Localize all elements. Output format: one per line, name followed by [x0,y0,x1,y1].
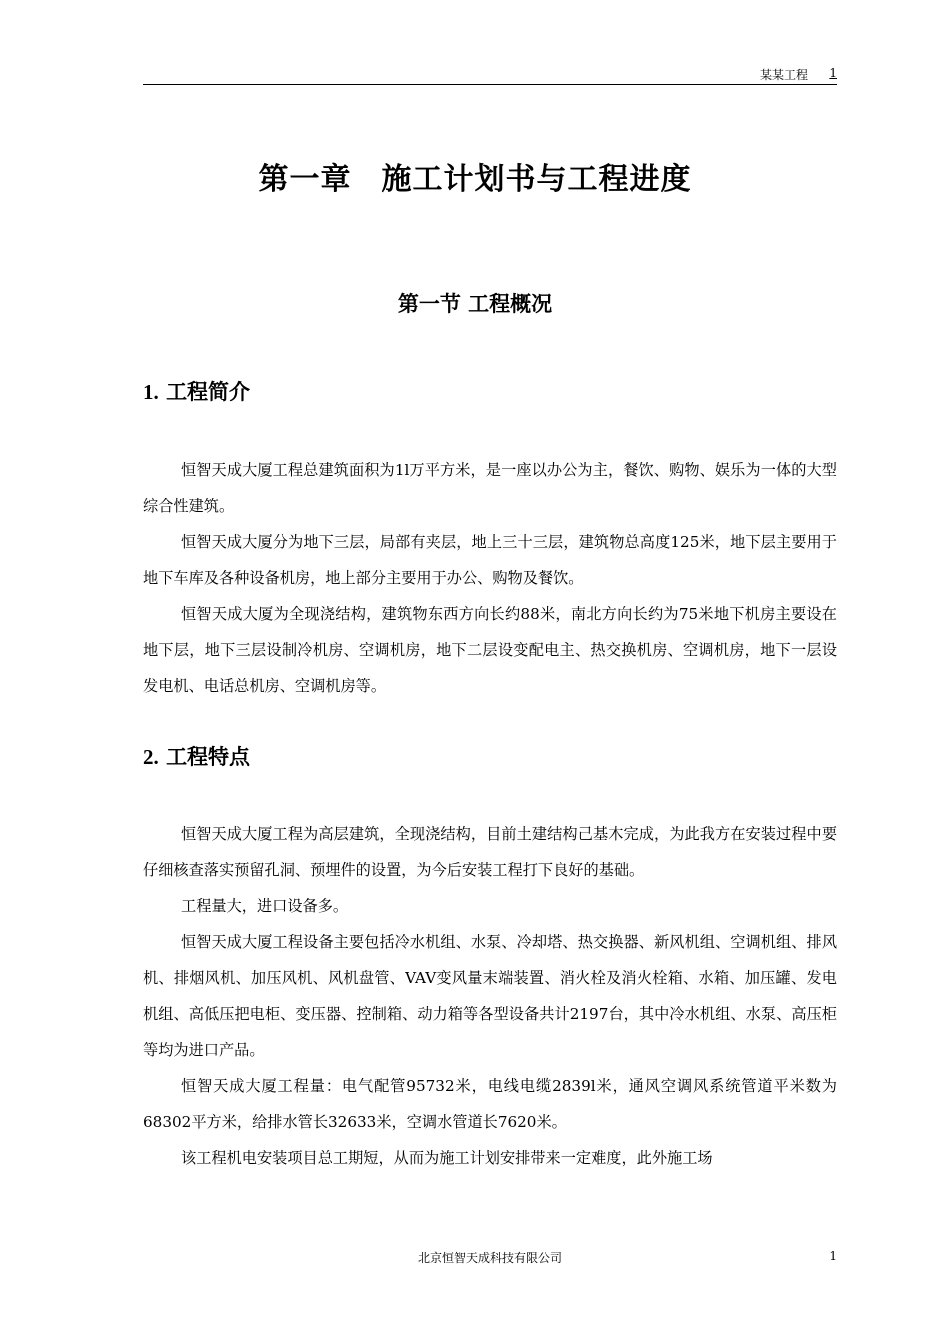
footer-company: 北京恒智天成科技有限公司 [417,1251,562,1265]
paragraph: 恒智天成大厦为全现浇结构，建筑物东西方向长约88米，南北方向长约为75米地下机房主要设在地下层，地下三层设制冷机房、空调机房，地下二层设变配电主、热交换机房、空调机房，地下一层设发电机、电话总机房、空调机房等。 [143,605,837,695]
paragraph: 工程量大，进口设备多。 [181,897,349,915]
paragraph: 恒智天成大厦工程为高层建筑，全现浇结构，目前土建结构己基木完成，为此我方在安装过程中要仔细核查落实预留孔洞、预埋件的设置，为今后安装工程打下良好的基础。 [143,825,837,879]
subsection-title: 工程简介 [166,380,251,404]
paragraph: 该工程机电安装项目总工期短，从而为施工计划安排带来一定难度，此外施工场 [181,1149,713,1167]
overview-body [143,452,837,704]
chapter-label: 第一章 [258,162,352,197]
section-title: 第一节 工程概况 [397,292,553,316]
subsection-title: 工程特点 [166,745,251,769]
footer-page-number: 1 [829,1249,837,1263]
paragraph: 恒智天成大厦分为地下三层，局部有夹层，地上三十三层，建筑物总高度125米，地下层主要用于地下车库及各种设备机房，地上部分主要用于办公、购物及餐饮。 [143,533,837,587]
paragraph: 恒智天成大厦工程量：电气配管95732米，电线电缆2839l米，通风空调风系统管道平米数为68302平方米，给排水管长32633米，空调水管道长7620米。 [143,1077,837,1131]
features-body [143,816,837,1176]
paragraph: 恒智天成大厦工程设备主要包括冷水机组、水泵、冷却塔、热交换器、新风机组、空调机组、排风机、排烟风机、加压风机、风机盘管、VAV变风量末端装置、消火栓及消火栓箱、水箱、加压罐、发电机组、高低压把电柜、变压器、控制箱、动力箱等各型设备共计2197台，其中冷水机组、水泵、高压柜等均为进口产品。 [143,933,837,1059]
chapter-title [0,154,950,198]
subsection-number: 2. [143,745,159,769]
subsection-heading-features [143,741,250,771]
chapter-title-text: 施工计划书与工程进度 [381,162,692,197]
header-page-number: 1 [829,66,837,80]
page-header [143,66,837,85]
page-footer [143,1249,837,1267]
subsection-heading-overview [143,376,250,406]
paragraph: 恒智天成大厦工程总建筑面积为1l万平方米，是一座以办公为主，餐饮、购物、娱乐为一体的大型综合性建筑。 [143,461,837,515]
header-project-name: 某某工程 [759,68,808,82]
subsection-number: 1. [143,380,159,404]
